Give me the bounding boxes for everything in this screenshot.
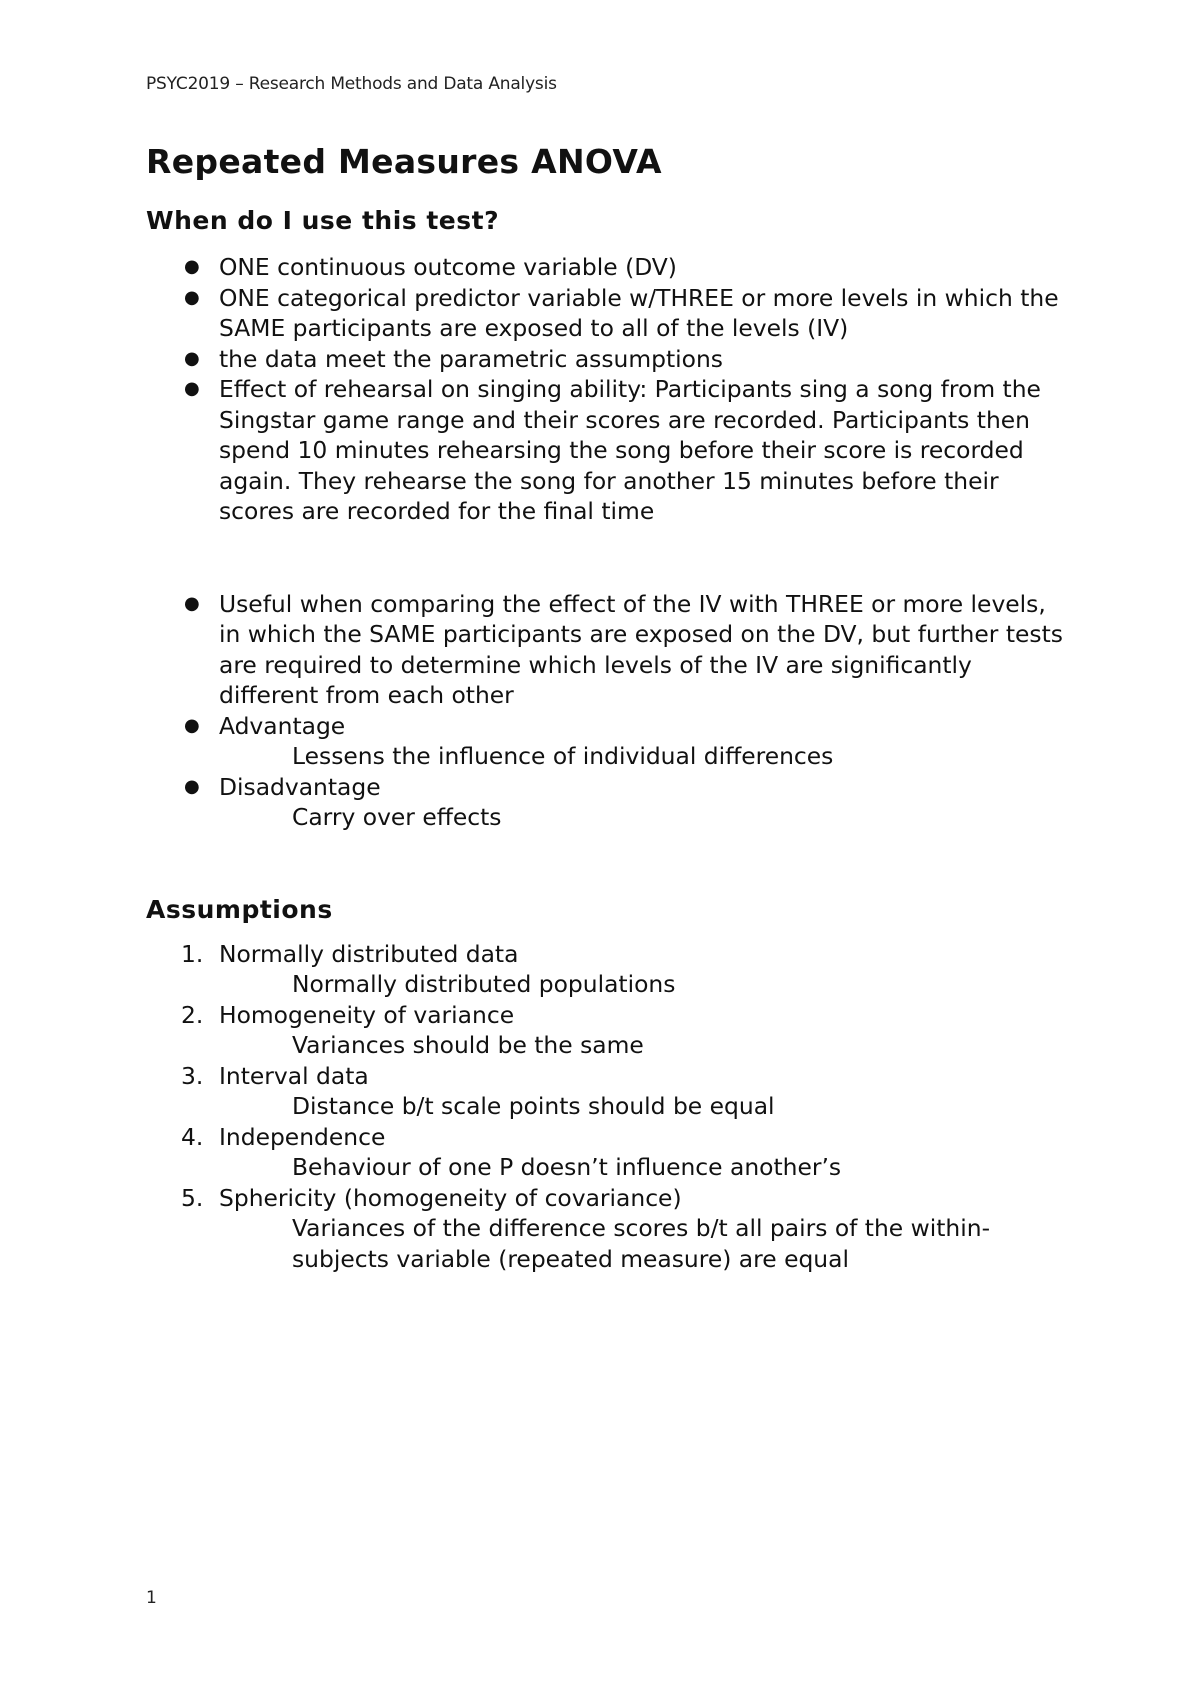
bullet-icon: ● <box>184 775 200 797</box>
bullet-item <box>146 374 1066 527</box>
assumption-number: 2. <box>181 1000 204 1029</box>
bullet-icon: ● <box>184 592 200 614</box>
bullet-icon: ● <box>184 256 200 277</box>
assumption-item <box>146 1061 1066 1122</box>
assumption-text: Homogeneity of variance <box>219 1000 515 1029</box>
assumption-subtext: Normally distributed populations <box>292 970 676 998</box>
bullet-item <box>146 589 1066 711</box>
bullet-text: ONE continuous outcome variable (DV) <box>219 253 677 281</box>
when-heading: When do I use this test? <box>146 206 500 235</box>
bullet-icon: ● <box>184 714 200 736</box>
page-number: 1 <box>146 1588 157 1608</box>
assumptions-heading: Assumptions <box>146 894 333 924</box>
assumption-text: Normally distributed data <box>219 939 519 968</box>
bullet-item <box>146 772 1066 833</box>
bullet-icon: ● <box>184 378 200 399</box>
assumption-number: 4. <box>181 1122 204 1151</box>
assumption-subtext: Variances of the difference scores b/t all pairs of the within-subjects variable (repeated measure) are equal <box>292 1214 991 1273</box>
bullet-item <box>146 252 1066 283</box>
when-bullet-list <box>146 252 1066 527</box>
assumption-text: Sphericity (homogeneity of covariance) <box>219 1183 682 1212</box>
bullet-icon: ● <box>184 286 200 308</box>
usage-bullet-list <box>146 589 1066 833</box>
bullet-text: Effect of rehearsal on singing ability: Participants sing a song from the Singstar game range and their scores are recorded. Participants then spend 10 minutes rehearsing the song before their score is recorded again. They rehearse the song for another 15 minutes before their scores are recorded for the final time <box>219 375 1041 525</box>
assumption-item <box>146 1183 1066 1275</box>
assumption-subtext: Distance b/t scale points should be equal <box>292 1092 775 1120</box>
assumption-subtext: Behaviour of one P doesn’t influence another’s <box>292 1153 842 1181</box>
assumption-text: Independence <box>219 1122 386 1151</box>
document-title: Repeated Measures ANOVA <box>146 142 662 181</box>
bullet-subtext: Carry over effects <box>292 803 502 831</box>
running-header: PSYC2019 – Research Methods and Data Analysis <box>146 74 557 94</box>
bullet-text: Advantage <box>219 711 346 740</box>
bullet-item <box>146 711 1066 772</box>
bullet-text: Disadvantage <box>219 772 381 801</box>
bullet-subtext: Lessens the influence of individual differences <box>292 742 834 770</box>
bullet-text: ONE categorical predictor variable w/THREE or more levels in which the SAME participants are exposed to all of the levels (IV) <box>219 283 1059 342</box>
assumptions-list <box>146 939 1066 1275</box>
assumption-number: 1. <box>181 939 204 968</box>
document-body <box>146 140 1066 1274</box>
bullet-text: Useful when comparing the effect of the IV with THREE or more levels, in which the SAME participants are exposed on the DV, but further tests are required to determine which levels of the IV are significantly different from each other <box>219 589 1063 709</box>
assumption-number: 5. <box>181 1183 204 1212</box>
bullet-text: the data meet the parametric assumptions <box>219 344 723 373</box>
bullet-item <box>146 283 1066 344</box>
assumption-item <box>146 1122 1066 1183</box>
bullet-icon: ● <box>184 347 200 369</box>
bullet-item <box>146 344 1066 375</box>
assumption-number: 3. <box>181 1061 204 1090</box>
assumption-text: Interval data <box>219 1061 369 1090</box>
assumption-item <box>146 1000 1066 1061</box>
assumption-subtext: Variances should be the same <box>292 1031 644 1059</box>
assumption-item <box>146 939 1066 1000</box>
